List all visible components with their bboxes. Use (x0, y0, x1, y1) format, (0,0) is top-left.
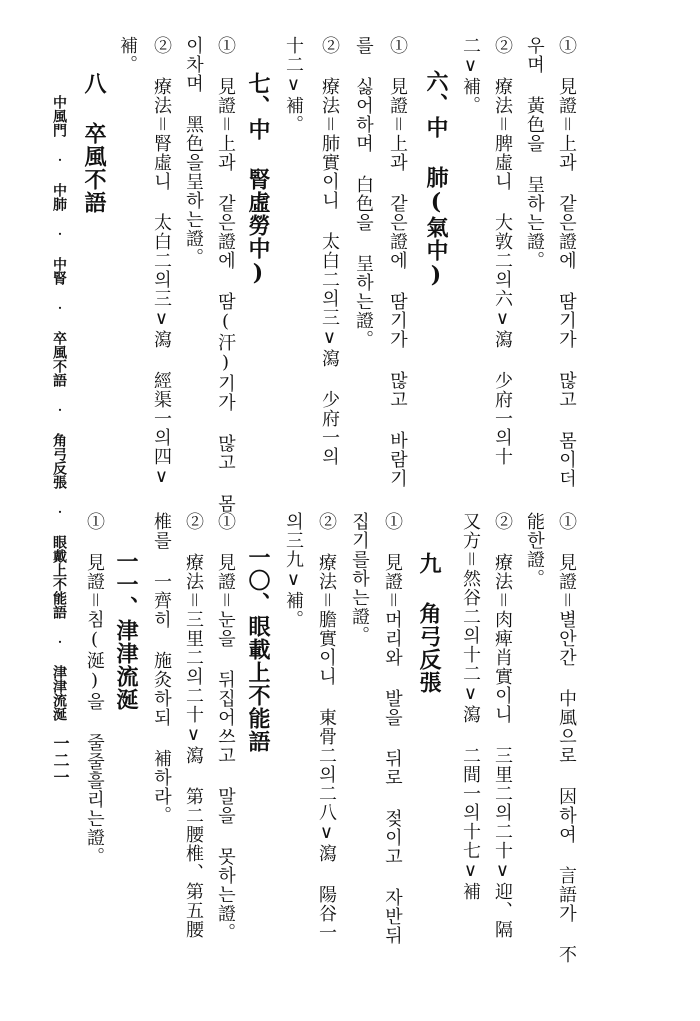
page-number: 一二一 (51, 735, 70, 786)
text-line: 補。 (117, 36, 138, 74)
text-line: ① 見證＝上과 같은證에 땀(汗)기가 많고 몸 (215, 36, 236, 513)
text-line: ② 療法＝腎虛니 太白二의三∨瀉 經渠一의四∨ (151, 36, 172, 488)
section-heading: 六、中 肺(氣中) (423, 70, 449, 289)
text-line: 의三九∨補。 (283, 512, 304, 629)
section-heading: 八 卒風不語 (81, 72, 107, 214)
running-title: 中風門 ‧ 中肺 ‧ 中腎 ‧ 卒風不語 ‧ 角弓反張 ‧ 眼戴上不能語 ‧ 津津流涎 (51, 95, 67, 721)
text-line: ① 見證＝上과 같은證에 땀기가 많고 몸이더 (556, 36, 577, 488)
text-line: ② 療法＝肺實이니 太白二의三∨瀉 少府一의 (319, 36, 340, 466)
text-line: 能한證。 (524, 512, 545, 588)
text-line: 二∨補。 (460, 36, 481, 115)
text-line: ① 見證＝침(涎)을 줄줄흘리는證。 (84, 512, 105, 866)
text-line: ② 療法＝膽實이니 東骨二의二八∨瀉 陽谷一 (316, 512, 337, 942)
text-line: ① 見證＝눈을 뒤집어쓰고 말을 못하는證。 (215, 512, 236, 942)
text-line: 집기를하는證。 (349, 512, 370, 645)
section-heading: 一一、津津流涎 (113, 550, 139, 711)
text-line: 우며 黃色을 呈하는證。 (524, 36, 545, 270)
text-line: ② 療法＝肉痺肖實이니 三里二의二十∨迎、隔 (492, 512, 513, 939)
section-heading: 九 角弓反張 (416, 552, 442, 694)
text-line: ① 見證＝上과 같은證에 땀기가 많고 바람기 (387, 36, 408, 488)
text-line: ① 見證＝머리와 발을 뒤로 젖이고 자반뒤 (382, 512, 403, 945)
text-line: ② 療法＝脾虛니 大敦二의六∨瀉 少府一의十 (492, 36, 513, 466)
text-line: ① 見證＝별안간 中風으로 因하여 言語가 不 (556, 512, 577, 964)
text-line: 이차며 黑色을呈하는證。 (183, 36, 204, 267)
section-heading: 一〇、眼載上不能語 (245, 546, 271, 753)
text-line: 十二∨補。 (283, 36, 304, 134)
text-line: ② 療法＝三里二의二十∨瀉 第二腰椎、第五腰 (183, 512, 204, 939)
text-line: 又方＝然谷二의十二∨瀉 二間一의十七∨補 (460, 512, 481, 901)
section-heading: 七、中 腎虛勞中) (245, 72, 271, 287)
text-line: 를 싫어하며 白色을 呈하는證。 (353, 36, 374, 349)
text-line: 椎를 一齊히 施灸하되 補하라。 (151, 512, 172, 825)
